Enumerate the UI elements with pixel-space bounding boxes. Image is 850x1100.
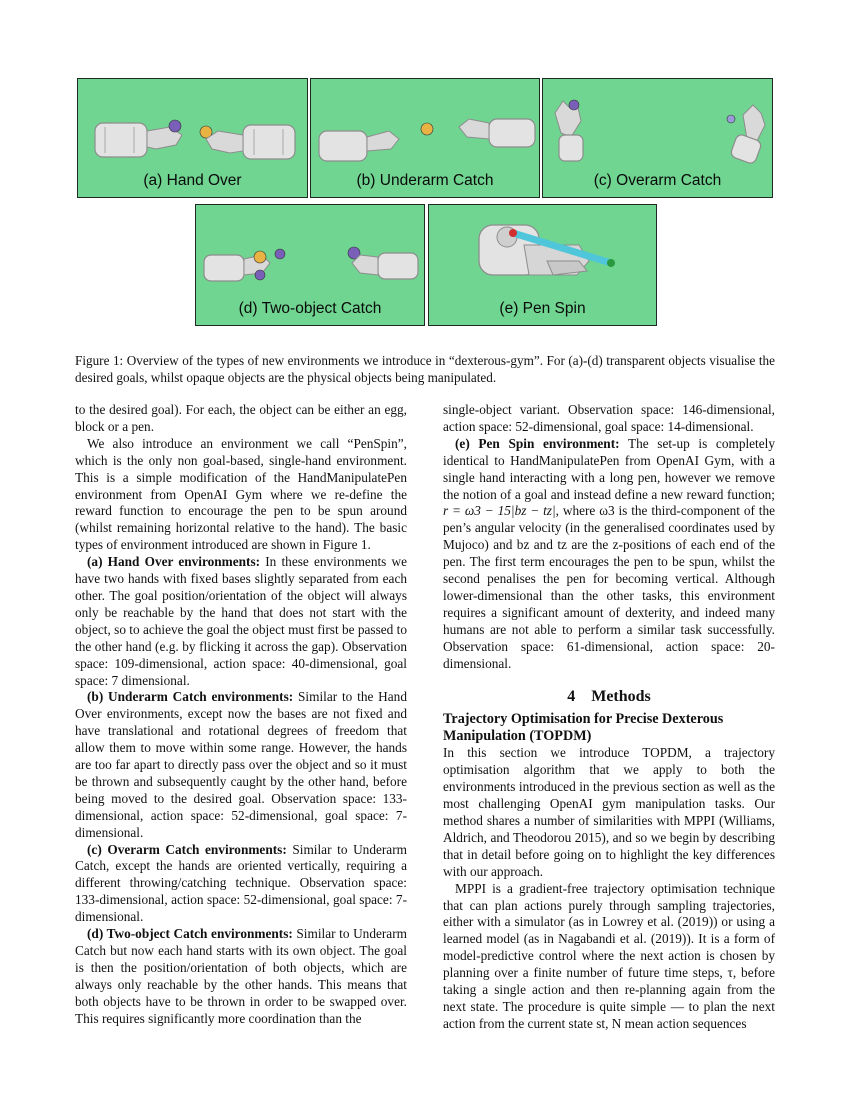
paragraph: to the desired goal). For each, the object can be either an egg, block or a pen. [75,402,407,434]
panel-label: (e) Pen Spin [499,300,586,317]
left-column [75,402,407,1028]
paragraph: In this section we introduce TOPDM, a trajectory optimisation algorithm that we apply to both the environments introduced in the previous section as well as the most challenging OpenAI gym manipulation tasks. Our method shares a number of similarities with MPPI (Williams, Aldrich, and Theodorou 2015), and so we begin by describing that in detail before going on to highlight the key differences with our approach. [443,745,775,879]
paragraph: single-object variant. Observation space: 146-dimensional, action space: 52-dimensional, goal space: 14-dimensional. [443,402,775,434]
paragraph-pen-spin: (e) Pen Spin environment: The set-up is completely identical to HandManipulatePen from OpenAI Gym, with a single hand interacting with a long pen, however we remove the notion of a goal and instead define a new reward function; r = ω3 − 15|bz − tz|, where ω3 is the third-component of the pen’s angular velocity (in the generalised coordinates used by Mujoco) and bz and tz are the z-positions of each end of the pen. The first term encourages the pen to be spun, whilst the second penalises the pen for becoming vertical. Although lower-dimensional than the other tasks, this environment requires a significant amount of dexterity, and indeed many humans are not able to perform a similar task successfully. Observation space: 61-dimensional, action space: 20-dimensional. [443,435,776,671]
hand-base-right [352,253,418,279]
paragraph: We also introduce an environment we call “PenSpin”, which is the only non goal-based, single-hand environment. This is a simple modification of the HandManipulatePen environment from OpenAI Gym where we re-define the reward function to encourage the pen to be spun around (whilst remaining horizontal relative to the hand). The basic types of environment introduced are shown in Figure 1. [75,435,407,553]
figure-panel-overarm-catch [542,78,773,198]
subsection-heading: Trajectory Optimisation for Precise Dexterous Manipulation (TOPDM) [443,711,724,745]
paragraph: MPPI is a gradient-free trajectory optimisation technique that can plan actions purely through sampling trajectories, either with a simulator (as in Lowrey et al. (2019)) or using a learned model (as in Nagabandi et al. (2019)). It is a form of model-predictive control where the next action is chosen by planning over a finite number of future time steps, τ, before taking a single action and then re-planning again from the next state. The procedure is quite simple — to plan the next action from the current state st, N mean action sequences [443,880,775,1031]
figure-caption: Figure 1: Overview of the types of new environments we introduce in “dexterous-gym”. For (a)-(d) transparent objects visualise the desired goals, whilst opaque objects are the physical objects being manipulated. [75,353,775,386]
panel-label: (a) Hand Over [143,172,242,189]
paragraph-hand-over: (a) Hand Over environments: In these environments we have two hands with fixed bases slightly separated from each other. The goal position/orientation of the object will always only be reachable by the hand that does not start with the object, so to achieve the goal the object must first be passed to the other hand (e.g. by flicking it across the gap). Observation space: 109-dimensional, action space: 40-dimensional, goal space: 7 dimensional. [75,554,407,688]
hand-vertical-left [555,101,583,161]
thrown-object [421,123,433,135]
panel-label: (b) Underarm Catch [356,172,494,189]
hand-base-right [206,125,295,159]
run-in-heading: (e) Pen Spin environment: [455,435,620,451]
figure-panel-two-object-catch [195,204,425,326]
hand-base-left [95,123,182,157]
section-heading: 4 Methods [567,687,651,705]
paragraph-two-object: (d) Two-object Catch environments: Similar to Underarm Catch but now each hand starts with its own object. The goal is then the position/orientation of both objects, which are always only reachable by the other hands. This means that both objects have to be thrown in order to be swapped over. This requires significantly more coordination than the [75,926,407,1026]
panel-label: (c) Overarm Catch [593,172,722,189]
run-in-heading: (b) Underarm Catch environments: [87,689,294,705]
hand-vertical-right [730,105,765,165]
right-column [443,402,775,1033]
hand-base-left [319,131,399,161]
run-in-heading: (c) Overarm Catch environments: [87,841,287,857]
run-in-heading: (d) Two-object Catch environments: [87,926,293,942]
figure-panel-hand-over [77,78,308,198]
run-in-heading: (a) Hand Over environments: [87,554,261,570]
paragraph-overarm: (c) Overarm Catch environments: Similar to Underarm Catch, except the hands are oriented vertically, requiring a different throwing/catching technique. Observation space: 133-dimensional, action space: 52-dimensional, goal space: 7-dimensional. [75,841,407,925]
figure-panel-underarm-catch [310,78,540,198]
paragraph-underarm: (b) Underarm Catch environments: Similar to the Hand Over environments, except now the bases are not fixed and have translational and rotational degrees of freedom that allow them to move within some range. However, the hands are too far apart to directly pass over the object and so it must be thrown and subsequently caught by the other hand, before being moved to the desired goal. Observation space: 133-dimensional, action space: 52-dimensional, goal space: 7-dimensional. [75,689,407,840]
hand-base-right [459,119,535,147]
reward-formula: r = ω3 − 15|bz − tz| [443,503,556,519]
figure-panel-pen-spin [428,204,657,326]
panel-label: (d) Two-object Catch [238,300,382,317]
